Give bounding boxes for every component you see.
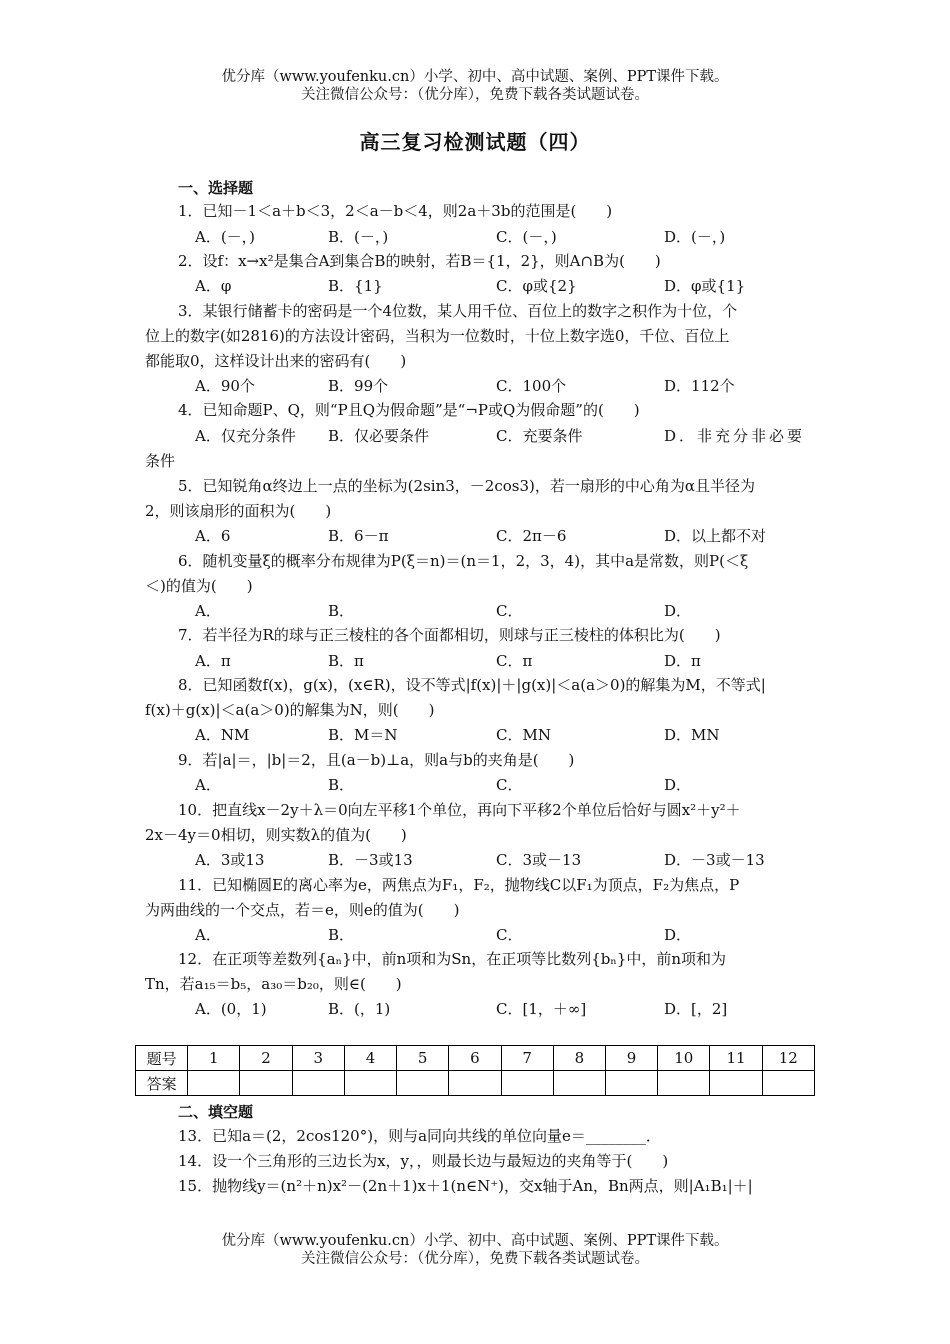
q7-option-b: B．π [328,652,364,670]
q10-option-a: A．3或13 [195,851,265,869]
answer-cell[interactable] [658,1071,710,1096]
footer-line-1: 优分库（www.youfenku.cn）小学、初中、高中试题、案例、PPT课件下载。 [221,1233,729,1249]
question-3-line-1: 3．某银行储蓄卡的密码是一个4位数，某人用千位、百位上的数字之积作为十位，个 [178,302,738,320]
q12-option-d: D．[，2] [664,1000,728,1018]
q7-option-d: D．π [664,652,701,670]
answer-cell[interactable] [710,1071,762,1096]
answer-table-number: 8 [553,1046,605,1071]
q12-option-a: A．(0，1) [195,1000,267,1018]
q1-option-a: A．(－，) [195,228,256,246]
q6-option-b: B． [328,602,355,620]
question-12-line-2: Tn，若a₁₅＝b₅，a₃₀＝b₂₀，则∈( ) [145,975,402,993]
q10-option-d: D．－3或－13 [664,851,765,869]
answer-cell[interactable] [605,1071,657,1096]
answer-table-number: 9 [605,1046,657,1071]
question-4: 4．已知命题P、Q，则“P且Q为假命题”是“¬P或Q为假命题”的( ) [178,401,640,419]
q8-option-d: D．MN [664,726,720,744]
answer-table-answer-row [136,1071,815,1096]
q8-option-c: C．MN [496,726,551,744]
answer-table [135,1045,815,1096]
answer-cell[interactable] [188,1071,240,1096]
section-multiple-choice: 一、选择题 [178,179,254,197]
answer-table-number: 7 [501,1046,553,1071]
answer-table-number: 1 [188,1046,240,1071]
q3-option-c: C．100个 [496,377,567,395]
answer-table-number: 6 [449,1046,501,1071]
question-15: 15．抛物线y＝(n²＋n)x²－(2n＋1)x＋1(n∈N⁺)，交x轴于An，Bn两点，则|A₁B₁|＋| [178,1177,753,1195]
q7-option-a: A．π [195,652,231,670]
answer-table-number: 10 [658,1046,710,1071]
question-9: 9．若|a|＝，|b|＝2，且(a－b)⊥a，则a与b的夹角是( ) [178,751,575,769]
footer-line-2: 关注微信公众号：（优分库），免费下载各类试题试卷。 [301,1251,649,1267]
q1-option-c: C．(－，) [496,228,557,246]
answer-cell[interactable] [449,1071,501,1096]
q7-option-c: C．π [496,652,533,670]
q9-option-a: A． [195,776,221,794]
q4-option-d: D．非充分非必要 [664,427,806,445]
q11-option-d: D． [664,926,692,944]
q1-option-d: D．(－，) [664,228,726,246]
answer-table-number: 4 [344,1046,396,1071]
question-2: 2．设f：x→x²是集合A到集合B的映射，若B＝{1，2}，则A∩B为( ) [178,252,661,270]
question-11-line-2: 为两曲线的一个交点，若＝e，则e的值为( ) [145,901,460,919]
q10-option-b: B．－3或13 [328,851,413,869]
q4-option-b: B．仅必要条件 [328,427,430,445]
question-6-line-1: 6．随机变量ξ的概率分布规律为P(ξ＝n)＝(n＝1，2，3，4)，其中a是常数，则P(＜ξ [178,552,749,570]
question-13: 13．已知a＝(2，2cos120°)，则与a同向共线的单位向量e＝________． [178,1127,661,1145]
answer-table-label-answer: 答案 [136,1071,188,1096]
answer-cell[interactable] [397,1071,449,1096]
answer-cell[interactable] [292,1071,344,1096]
question-14: 14．设一个三角形的三边长为x，y，，则最长边与最短边的夹角等于( ) [178,1152,669,1170]
q8-option-b: B．M＝N [328,726,398,744]
answer-cell[interactable] [553,1071,605,1096]
header-line-2: 关注微信公众号：（优分库），免费下载各类试题试卷。 [301,87,649,103]
question-8-line-1: 8．已知函数f(x)，g(x)，(x∈R)，设不等式|f(x)|＋|g(x)|＜a(a＞0)的解集为M，不等式| [178,676,766,694]
q4-option-a: A．仅充分条件 [195,427,296,445]
answer-table-number: 3 [292,1046,344,1071]
q2-option-d: D．φ或{1} [664,277,746,295]
section-fill-in: 二、填空题 [178,1103,254,1121]
q10-option-c: C．3或－13 [496,851,582,869]
page-title: 高三复习检测试题（四） [359,130,591,154]
question-11-line-1: 11．已知椭圆E的离心率为e，两焦点为F₁，F₂，抛物线C以F₁为顶点，F₂为焦点，P [178,876,740,894]
answer-cell[interactable] [344,1071,396,1096]
q3-option-a: A．90个 [195,377,255,395]
question-3-line-2: 位上的数字(如2816)的方法设计密码，当积为一位数时，十位上数字选0，千位、百位上 [145,327,730,345]
q2-option-b: B．{1} [328,277,383,295]
question-10-line-1: 10．把直线x－2y＋λ＝0向左平移1个单位，再向下平移2个单位后恰好与圆x²＋y²＋ [178,801,741,819]
answer-table-number: 2 [240,1046,292,1071]
answer-table-header-row [136,1046,815,1071]
q9-option-d: D． [664,776,692,794]
q1-option-b: B．(－，) [328,228,389,246]
q4-option-d-continued: 条件 [145,452,176,470]
answer-table-number: 11 [710,1046,762,1071]
q5-option-a: A．6 [195,527,231,545]
answer-table-number: 5 [397,1046,449,1071]
question-7: 7．若半径为R的球与正三棱柱的各个面都相切，则球与正三棱柱的体积比为( ) [178,626,721,644]
question-12-line-1: 12．在正项等差数列{aₙ}中，前n项和为Sn，在正项等比数列{bₙ}中，前n项和为 [178,950,727,968]
answer-table-number: 12 [762,1046,814,1071]
q11-option-a: A． [195,926,221,944]
q4-option-c: C．充要条件 [496,427,583,445]
q5-option-b: B．6－π [328,527,389,545]
q9-option-c: C． [496,776,523,794]
answer-cell[interactable] [501,1071,553,1096]
answer-cell[interactable] [240,1071,292,1096]
q6-option-d: D． [664,602,692,620]
q8-option-a: A．NM [195,726,250,744]
answer-cell[interactable] [762,1071,814,1096]
question-8-line-2: f(x)＋g(x)|＜a(a＞0)的解集为N，则( ) [145,701,435,719]
question-5-line-1: 5．已知锐角α终边上一点的坐标为(2sin3，－2cos3)，若一扇形的中心角为α且半径为 [178,477,755,495]
q11-option-c: C． [496,926,523,944]
q3-option-d: D．112个 [664,377,735,395]
question-5-line-2: 2，则该扇形的面积为( ) [145,502,332,520]
answer-table-label-number: 题号 [136,1046,188,1071]
q5-option-d: D．以上都不对 [664,527,767,545]
q12-option-b: B．(，1) [328,1000,391,1018]
q6-option-a: A． [195,602,221,620]
q9-option-b: B． [328,776,355,794]
q6-option-c: C． [496,602,523,620]
q5-option-c: C．2π－6 [496,527,567,545]
q2-option-a: A．φ [195,277,232,295]
question-10-line-2: 2x－4y＝0相切，则实数λ的值为( ) [145,826,407,844]
q2-option-c: C．φ或{2} [496,277,577,295]
question-1: 1．已知－1＜a＋b＜3，2＜a－b＜4，则2a＋3b的范围是( ) [178,202,613,220]
q12-option-c: C．[1，＋∞] [496,1000,587,1018]
q3-option-b: B．99个 [328,377,389,395]
header-line-1: 优分库（www.youfenku.cn）小学、初中、高中试题、案例、PPT课件下载。 [221,69,729,85]
q11-option-b: B． [328,926,355,944]
question-6-line-2: ＜)的值为( ) [145,577,253,595]
question-3-line-3: 都能取0，这样设计出来的密码有( ) [145,352,407,370]
